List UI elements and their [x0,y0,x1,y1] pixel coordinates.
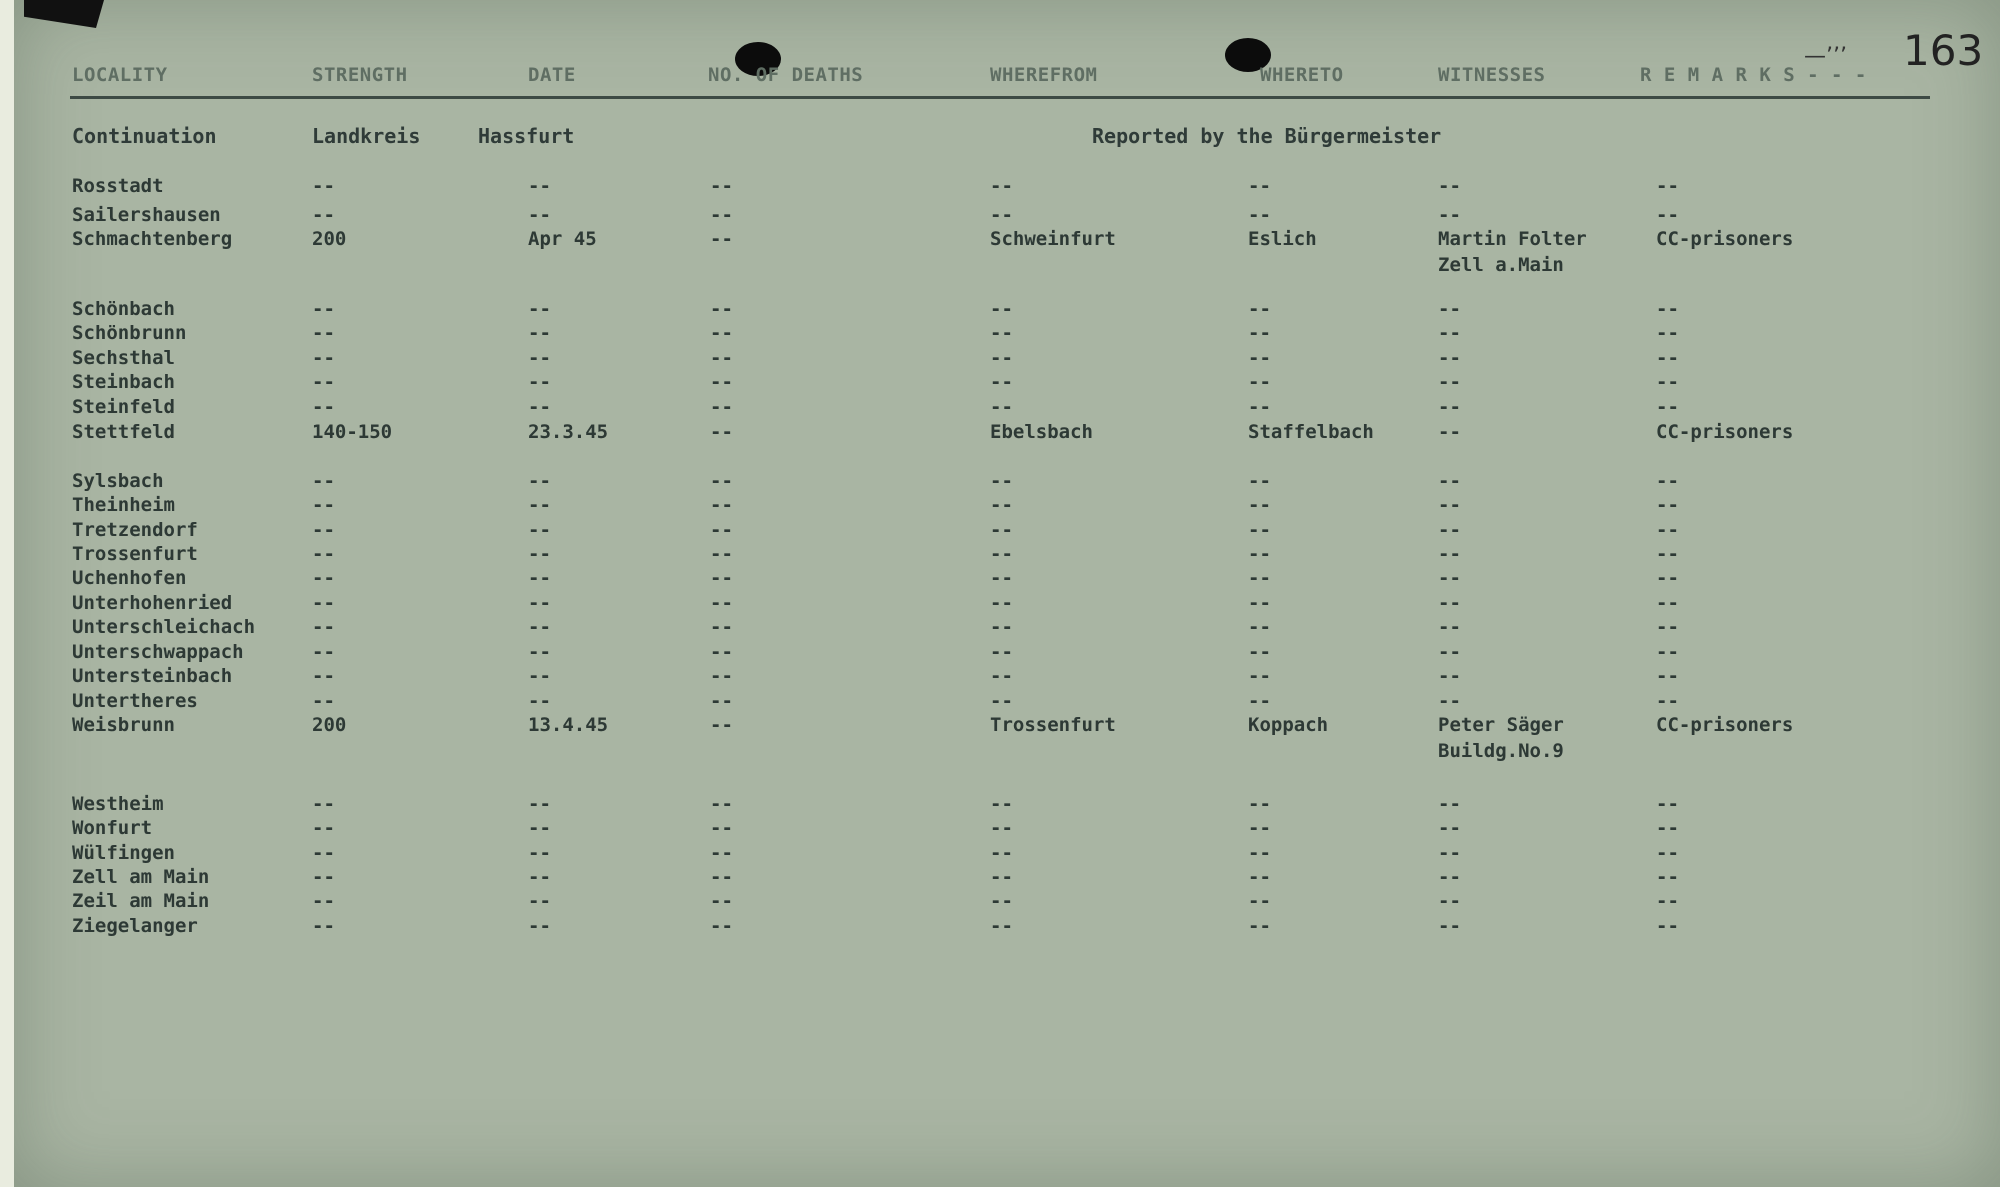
cell-loc: Schönbrunn [72,322,187,344]
cell-rem: -- [1656,322,1679,344]
cell-wt: -- [1248,842,1271,864]
cell-rem: -- [1656,890,1679,912]
cell-date: -- [528,793,551,815]
cell-wt: -- [1248,396,1271,418]
cell-wf: -- [990,494,1013,516]
cell-dea: -- [710,665,733,687]
header-rule [70,96,1930,99]
cell-dea: -- [710,616,733,638]
cell-rem: -- [1656,298,1679,320]
cell-wf: Trossenfurt [990,714,1116,736]
cell-wf: -- [990,567,1013,589]
cell-wf: -- [990,915,1013,937]
cell-str: -- [312,915,335,937]
cell-loc: Rosstadt [72,175,164,197]
header-deaths: NO. OF DEATHS [708,64,864,86]
cell-str: 200 [312,228,347,250]
cell-dea: -- [710,592,733,614]
cell-wit: -- [1438,347,1461,369]
cell-date: -- [528,690,551,712]
cell-wit: -- [1438,866,1461,888]
cell-str: -- [312,665,335,687]
cell-dea: -- [710,641,733,663]
cell-loc: Trossenfurt [72,543,198,565]
cell-date: -- [528,817,551,839]
cell-wt: -- [1248,347,1271,369]
cell-wt: -- [1248,175,1271,197]
cell-wf: -- [990,470,1013,492]
header-date: DATE [528,64,576,86]
cell-loc: Untersteinbach [72,665,233,687]
cell-dea: -- [710,890,733,912]
header-witnesses: WITNESSES [1438,64,1546,86]
cell-rem: -- [1656,371,1679,393]
cell-wit: -- [1438,298,1461,320]
cell-str: 140-150 [312,421,393,443]
cell-wit: -- [1438,793,1461,815]
cell-wf: -- [990,298,1013,320]
cell-rem: -- [1656,494,1679,516]
cell-date: -- [528,298,551,320]
cell-str: -- [312,592,335,614]
cell-wit: Peter Säger [1438,714,1564,736]
cell-wit: -- [1438,204,1461,226]
cell-date: -- [528,616,551,638]
cell-date: -- [528,665,551,687]
header-whereto: WHERETO [1260,64,1344,86]
cell-witness-address: Buildg.No.9 [1438,740,1564,762]
cell-loc: Steinfeld [72,396,175,418]
cell-rem: -- [1656,567,1679,589]
cell-loc: Uchenhofen [72,567,187,589]
cell-date: Apr 45 [528,228,597,250]
continuation-district: Hassfurt [478,124,575,148]
cell-date: -- [528,494,551,516]
cell-wit: -- [1438,665,1461,687]
cell-str: -- [312,842,335,864]
cell-wf: -- [990,592,1013,614]
cell-wf: -- [990,842,1013,864]
cell-dea: -- [710,396,733,418]
cell-wit: -- [1438,915,1461,937]
corner-marks: —’’’ [1804,44,1847,69]
cell-str: 200 [312,714,347,736]
cell-loc: Sechsthal [72,347,175,369]
cell-wit: -- [1438,322,1461,344]
cell-wt: -- [1248,519,1271,541]
cell-dea: -- [710,714,733,736]
cell-date: -- [528,322,551,344]
cell-rem: -- [1656,175,1679,197]
cell-wt: -- [1248,592,1271,614]
continuation-reported: Reported by the Bürgermeister [1092,124,1442,148]
cell-wit: -- [1438,567,1461,589]
cell-rem: -- [1656,793,1679,815]
cell-wf: -- [990,519,1013,541]
cell-loc: Sailershausen [72,204,221,226]
cell-wit: -- [1438,817,1461,839]
cell-wf: -- [990,371,1013,393]
cell-wit: -- [1438,494,1461,516]
cell-wt: -- [1248,866,1271,888]
cell-rem: -- [1656,204,1679,226]
cell-wit: -- [1438,175,1461,197]
cell-rem: -- [1656,592,1679,614]
cell-dea: -- [710,228,733,250]
cell-wt: -- [1248,641,1271,663]
cell-wt: -- [1248,322,1271,344]
cell-wit: -- [1438,641,1461,663]
cell-str: -- [312,567,335,589]
cell-str: -- [312,641,335,663]
header-remarks: R E M A R K S - - - [1640,64,1867,86]
cell-wf: -- [990,396,1013,418]
header-locality: LOCALITY [72,64,168,86]
cell-wf: -- [990,322,1013,344]
cell-str: -- [312,519,335,541]
cell-rem: -- [1656,470,1679,492]
cell-str: -- [312,175,335,197]
cell-wt: -- [1248,470,1271,492]
cell-dea: -- [710,298,733,320]
cell-wt: -- [1248,494,1271,516]
cell-wit: -- [1438,519,1461,541]
cell-wf: -- [990,543,1013,565]
cell-dea: -- [710,866,733,888]
cell-str: -- [312,396,335,418]
cell-str: -- [312,616,335,638]
cell-date: -- [528,396,551,418]
cell-wt: -- [1248,817,1271,839]
cell-date: -- [528,866,551,888]
cell-loc: Zeil am Main [72,890,210,912]
page-number: 163 [1903,26,1984,75]
cell-loc: Wonfurt [72,817,153,839]
cell-date: -- [528,641,551,663]
cell-str: -- [312,793,335,815]
cell-date: -- [528,470,551,492]
cell-loc: Theinheim [72,494,175,516]
cell-dea: -- [710,793,733,815]
cell-rem: -- [1656,866,1679,888]
cell-loc: Schönbach [72,298,175,320]
header-strength: STRENGTH [312,64,408,86]
cell-wit: -- [1438,890,1461,912]
cell-rem: -- [1656,690,1679,712]
cell-wf: -- [990,665,1013,687]
cell-date: -- [528,567,551,589]
cell-rem: -- [1656,519,1679,541]
cell-wt: -- [1248,543,1271,565]
cell-str: -- [312,322,335,344]
cell-loc: Zell am Main [72,866,210,888]
cell-rem: -- [1656,543,1679,565]
continuation-landkreis: Landkreis [312,124,421,148]
header-wherefrom: WHEREFROM [990,64,1098,86]
cell-wt: Staffelbach [1248,421,1374,443]
cell-dea: -- [710,322,733,344]
cell-str: -- [312,817,335,839]
cell-str: -- [312,470,335,492]
cell-date: -- [528,519,551,541]
cell-wt: -- [1248,298,1271,320]
cell-loc: Schmachtenberg [72,228,233,250]
cell-dea: -- [710,519,733,541]
cell-witness-address: Zell a.Main [1438,254,1564,276]
cell-loc: Untertheres [72,690,198,712]
cell-date: -- [528,842,551,864]
cell-wt: -- [1248,915,1271,937]
cell-date: -- [528,890,551,912]
cell-wit: -- [1438,371,1461,393]
cell-date: -- [528,543,551,565]
cell-wf: -- [990,866,1013,888]
cell-dea: -- [710,347,733,369]
cell-rem: CC-prisoners [1656,228,1794,250]
cell-wt: -- [1248,204,1271,226]
cell-loc: Westheim [72,793,164,815]
cell-dea: -- [710,421,733,443]
cell-wit: -- [1438,690,1461,712]
cell-str: -- [312,347,335,369]
cell-wf: -- [990,616,1013,638]
cell-dea: -- [710,817,733,839]
cell-wf: -- [990,817,1013,839]
cell-wit: -- [1438,842,1461,864]
cell-date: 23.3.45 [528,421,609,443]
cell-date: -- [528,371,551,393]
cell-loc: Unterschwappach [72,641,244,663]
cell-dea: -- [710,371,733,393]
cell-dea: -- [710,915,733,937]
cell-loc: Unterschleichach [72,616,256,638]
cell-rem: CC-prisoners [1656,421,1794,443]
cell-str: -- [312,298,335,320]
cell-wt: -- [1248,690,1271,712]
cell-loc: Steinbach [72,371,175,393]
cell-wt: -- [1248,890,1271,912]
cell-wit: -- [1438,592,1461,614]
cell-wf: -- [990,347,1013,369]
cell-date: -- [528,175,551,197]
cell-loc: Wülfingen [72,842,175,864]
cell-wit: -- [1438,421,1461,443]
cell-rem: -- [1656,817,1679,839]
cell-wf: -- [990,641,1013,663]
cell-str: -- [312,543,335,565]
cell-rem: -- [1656,842,1679,864]
cell-dea: -- [710,690,733,712]
cell-wit: Martin Folter [1438,228,1587,250]
cell-rem: -- [1656,665,1679,687]
cell-loc: Weisbrunn [72,714,175,736]
cell-wt: Eslich [1248,228,1317,250]
cell-date: -- [528,204,551,226]
cell-wt: -- [1248,567,1271,589]
cell-wt: -- [1248,665,1271,687]
cell-wt: -- [1248,793,1271,815]
cell-date: -- [528,347,551,369]
cell-wt: -- [1248,616,1271,638]
cell-rem: -- [1656,347,1679,369]
cell-str: -- [312,866,335,888]
cell-dea: -- [710,567,733,589]
cell-loc: Unterhohenried [72,592,233,614]
cell-wf: -- [990,690,1013,712]
cell-str: -- [312,204,335,226]
cell-wf: -- [990,204,1013,226]
cell-dea: -- [710,204,733,226]
cell-wt: Koppach [1248,714,1329,736]
cell-wt: -- [1248,371,1271,393]
cell-wit: -- [1438,470,1461,492]
cell-str: -- [312,371,335,393]
cell-wit: -- [1438,616,1461,638]
cell-str: -- [312,690,335,712]
cell-loc: Stettfeld [72,421,175,443]
cell-rem: CC-prisoners [1656,714,1794,736]
cell-wit: -- [1438,396,1461,418]
cell-date: -- [528,915,551,937]
cell-wf: -- [990,890,1013,912]
cell-wf: Ebelsbach [990,421,1093,443]
cell-rem: -- [1656,915,1679,937]
cell-rem: -- [1656,641,1679,663]
cell-date: -- [528,592,551,614]
continuation-label: Continuation [72,124,217,148]
cell-date: 13.4.45 [528,714,609,736]
cell-wf: -- [990,175,1013,197]
cell-loc: Tretzendorf [72,519,198,541]
cell-dea: -- [710,842,733,864]
cell-loc: Ziegelanger [72,915,198,937]
cell-dea: -- [710,543,733,565]
cell-loc: Sylsbach [72,470,164,492]
cell-wf: Schweinfurt [990,228,1116,250]
cell-str: -- [312,494,335,516]
cell-str: -- [312,890,335,912]
cell-dea: -- [710,470,733,492]
cell-rem: -- [1656,616,1679,638]
cell-dea: -- [710,175,733,197]
cell-dea: -- [710,494,733,516]
cell-rem: -- [1656,396,1679,418]
cell-wf: -- [990,793,1013,815]
cell-wit: -- [1438,543,1461,565]
